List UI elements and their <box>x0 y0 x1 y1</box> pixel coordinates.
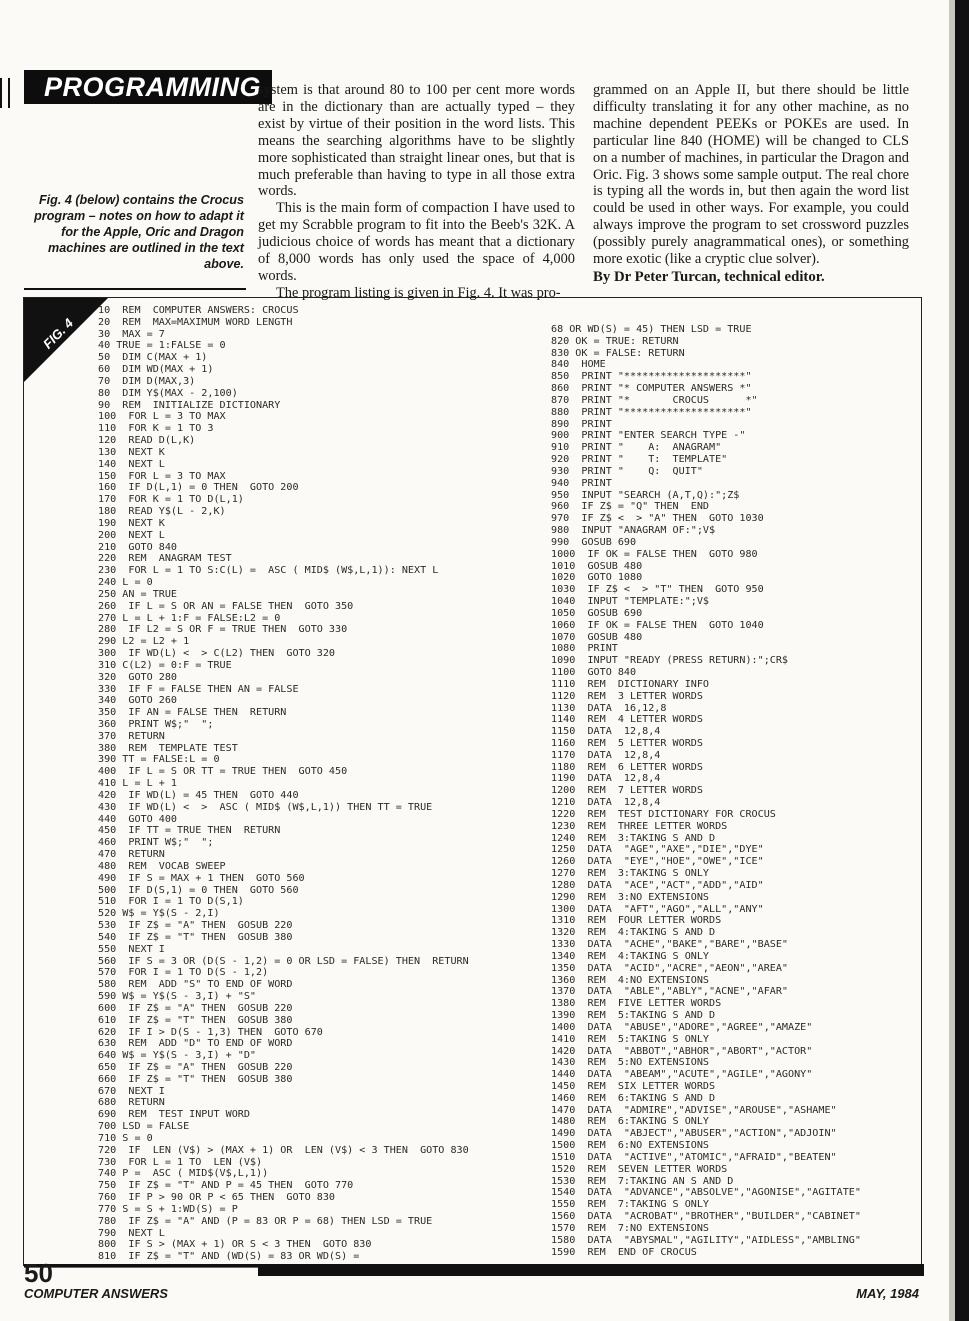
article-paragraph: The program listing is given in Fig. 4. It was pro- <box>276 284 561 301</box>
article-paragraph: system is that around 80 to 100 per cent more words are in the dictionary than are actually typed – they exist by virtue of their position in the word lists. This means the searching algorithms have to be slightly more sophisticated than straight linear ones, but that is much preferable than having to type in all those extra words. <box>258 82 575 200</box>
article-column-2 <box>593 82 909 286</box>
byline: By Dr Peter Turcan, technical editor. <box>593 268 825 285</box>
margin-marks <box>0 78 10 108</box>
figure-tag-corner <box>24 298 108 382</box>
figure-caption: Fig. 4 (below) contains the Crocus program – notes on how to adapt it for the Apple, Oric and Dragon machines are outlined in the text above. <box>34 193 244 271</box>
code-listing-left: 10 REM COMPUTER ANSWERS: CROCUS 20 REM MAX=MAXIMUM WORD LENGTH 30 MAX = 7 40 TRUE = 1:FALSE = 0 50 DIM C(MAX + 1) 60 DIM WD(MAX + 1) 70 DIM D(MAX,3) 80 DIM Y$(MAX - 2,100) 90 REM INITIALIZE DICTIONARY 100 FOR L = 3 TO MAX 110 FOR K = 1 TO 3 120 READ D(L,K) 130 NEXT K 140 NEXT L 150 FOR L = 3 TO MAX 160 IF D(L,1) = 0 THEN GOTO 200 170 FOR K = 1 TO D(L,1) 180 READ Y$(L - 2,K) 190 NEXT K 200 NEXT L 210 GOTO 840 220 REM ANAGRAM TEST 230 FOR L = 1 TO S:C(L) = ASC ( MID$ (W$,L,1)): NEXT L 240 L = 0 250 AN = TRUE 260 IF L = S OR AN = FALSE THEN GOTO 350 270 L = L + 1:F = FALSE:L2 = 0 280 IF L2 = S OR F = TRUE THEN GOTO 330 290 L2 = L2 + 1 300 IF WD(L) < > C(L2) THEN GOTO 320 310 C(L2) = 0:F = TRUE 320 GOTO 280 330 IF F = FALSE THEN AN = FALSE 340 GOTO 260 350 IF AN = FALSE THEN RETURN 360 PRINT W$;" "; 370 RETURN 380 REM TEMPLATE TEST 390 TT = FALSE:L = 0 400 IF L = S OR TT = TRUE THEN GOTO 450 410 L = L + 1 420 IF WD(L) = 45 THEN GOTO 440 430 IF WD(L) < > ASC ( MID$ (W$,L,1)) THEN TT = TRUE 440 GOTO 400 450 IF TT = TRUE THEN RETURN 460 PRINT W$;" "; 470 RETURN 480 REM VOCAB SWEEP 490 IF S = MAX + 1 THEN GOTO 560 500 IF D(S,1) = 0 THEN GOTO 560 510 FOR I = 1 TO D(S,1) 520 W$ = Y$(S - 2,I) 530 IF Z$ = "A" THEN GOSUB 220 540 IF Z$ = "T" THEN GOSUB 380 550 NEXT I 560 IF S = 3 OR (D(S - 1,2) = 0 OR LSD = FALSE) THEN RETURN 570 FOR I = 1 TO D(S - 1,2) 580 REM ADD "S" TO END OF WORD 590 W$ = Y$(S - 3,I) + "S" 600 IF Z$ = "A" THEN GOSUB 220 610 IF Z$ = "T" THEN GOSUB 380 620 IF I > D(S - 1,3) THEN GOTO 670 630 REM ADD "D" TO END OF WORD 640 W$ = Y$(S - 3,I) + "D" 650 IF Z$ = "A" THEN GOSUB 220 660 IF Z$ = "T" THEN GOSUB 380 670 NEXT I 680 RETURN 690 REM TEST INPUT WORD 700 LSD = FALSE 710 S = 0 720 IF LEN (V$) > (MAX + 1) OR LEN (V$) < 3 THEN GOTO 830 730 FOR L = 1 TO LEN (V$) 740 P = ASC ( MID$(V$,L,1)) 750 IF Z$ = "T" AND P = 45 THEN GOTO 770 760 IF P > 90 OR P < 65 THEN GOTO 830 770 S = S + 1:WD(S) = P 780 IF Z$ = "A" AND (P = 83 OR P = 68) THEN LSD = TRUE 790 NEXT L 800 IF S > (MAX + 1) OR S < 3 THEN GOTO 830 810 IF Z$ = "T" AND (WD(S) = 83 OR WD(S) = <box>98 305 469 1263</box>
section-title: PROGRAMMING <box>44 72 261 102</box>
article-paragraph: This is the main form of compaction I have used to get my Scrabble program to fit into the Beeb's 32K. A judicious choice of words has meant that a dictionary of 8,000 words has only used the space of 4,000 words. <box>258 200 575 284</box>
issue-date: MAY, 1984 <box>856 1286 919 1301</box>
page-edge-bar <box>955 0 969 1321</box>
section-banner <box>24 70 272 104</box>
code-listing-right: 68 OR WD(S) = 45) THEN LSD = TRUE 820 OK = TRUE: RETURN 830 OK = FALSE: RETURN 840 HOME 850 PRINT "********************" 860 PRINT "* COMPUTER ANSWERS *" 870 PRINT "* CROCUS *" 880 PRINT "********************" 890 PRINT 900 PRINT "ENTER SEARCH TYPE -" 910 PRINT " A: ANAGRAM" 920 PRINT " T: TEMPLATE" 930 PRINT " Q: QUIT" 940 PRINT 950 INPUT "SEARCH (A,T,Q):";Z$ 960 IF Z$ = "Q" THEN END 970 IF Z$ < > "A" THEN GOTO 1030 980 INPUT "ANAGRAM OF:";V$ 990 GOSUB 690 1000 IF OK = FALSE THEN GOTO 980 1010 GOSUB 480 1020 GOTO 1080 1030 IF Z$ < > "T" THEN GOTO 950 1040 INPUT "TEMPLATE:";V$ 1050 GOSUB 690 1060 IF OK = FALSE THEN GOTO 1040 1070 GOSUB 480 1080 PRINT 1090 INPUT "READY (PRESS RETURN):";CR$ 1100 GOTO 840 1110 REM DICTIONARY INFO 1120 REM 3 LETTER WORDS 1130 DATA 16,12,8 1140 REM 4 LETTER WORDS 1150 DATA 12,8,4 1160 REM 5 LETTER WORDS 1170 DATA 12,8,4 1180 REM 6 LETTER WORDS 1190 DATA 12,8,4 1200 REM 7 LETTER WORDS 1210 DATA 12,8,4 1220 REM TEST DICTIONARY FOR CROCUS 1230 REM THREE LETTER WORDS 1240 REM 3:TAKING S AND D 1250 DATA "AGE","AXE","DIE","DYE" 1260 DATA "EYE","HOE","OWE","ICE" 1270 REM 3:TAKING S ONLY 1280 DATA "ACE","ACT","ADD","AID" 1290 REM 3:NO EXTENSIONS 1300 DATA "AFT","AGO","ALL","ANY" 1310 REM FOUR LETTER WORDS 1320 REM 4:TAKING S AND D 1330 DATA "ACHE","BAKE","BARE","BASE" 1340 REM 4:TAKING S ONLY 1350 DATA "ACID","ACRE","AEON","AREA" 1360 REM 4:NO EXTENSIONS 1370 DATA "ABLE","ABLY","ACNE","AFAR" 1380 REM FIVE LETTER WORDS 1390 REM 5:TAKING S AND D 1400 DATA "ABUSE","ADORE","AGREE","AMAZE" 1410 REM 5:TAKING S ONLY 1420 DATA "ABBOT","ABHOR","ABORT","ACTOR" 1430 REM 5:NO EXTENSIONS 1440 DATA "ABEAM","ACUTE","AGILE","AGONY" 1450 REM SIX LETTER WORDS 1460 REM 6:TAKING S AND D 1470 DATA "ADMIRE","ADVISE","AROUSE","ASHAME" 1480 REM 6:TAKING S ONLY 1490 DATA "ABJECT","ABUSER","ACTION","ADJOIN" 1500 REM 6:NO EXTENSIONS 1510 DATA "ACTIVE","ATOMIC","AFRAID","BEATEN" 1520 REM SEVEN LETTER WORDS 1530 REM 7:TAKING AN S AND D 1540 DATA "ADVANCE","ABSOLVE","AGONISE","AGITATE" 1550 REM 7:TAKING S ONLY 1560 DATA "ACROBAT","BROTHER","BUILDER","CABINET" 1570 REM 7:NO EXTENSIONS 1580 DATA "ABYSMAL","AGILITY","AIDLESS","AMBLING" 1590 REM END OF CROCUS <box>551 324 861 1258</box>
figure-tag: FIG. 4 <box>39 315 77 352</box>
footer-rule <box>24 1264 924 1276</box>
caption-rule <box>24 288 246 290</box>
article-column-1 <box>258 82 575 302</box>
page-number: 50 <box>24 1258 53 1288</box>
article-paragraph: grammed on an Apple II, but there should be little difficulty translating it for any other machine, as no machine dependent PEEKs or POKEs are used. In particular line 840 (HOME) will be changed to CLS on a number of machines, in particular the Dragon and Oric. Fig. 3 shows some sample output. The real chore is typing all the words in, but then again the word list could be used in other ways. For example, you could always improve the program to set crossword puzzles (possibly purely anagrammatical ones), or something more exotic (like a cryptic clue solver). <box>593 82 909 268</box>
publication-name: COMPUTER ANSWERS <box>24 1286 168 1301</box>
